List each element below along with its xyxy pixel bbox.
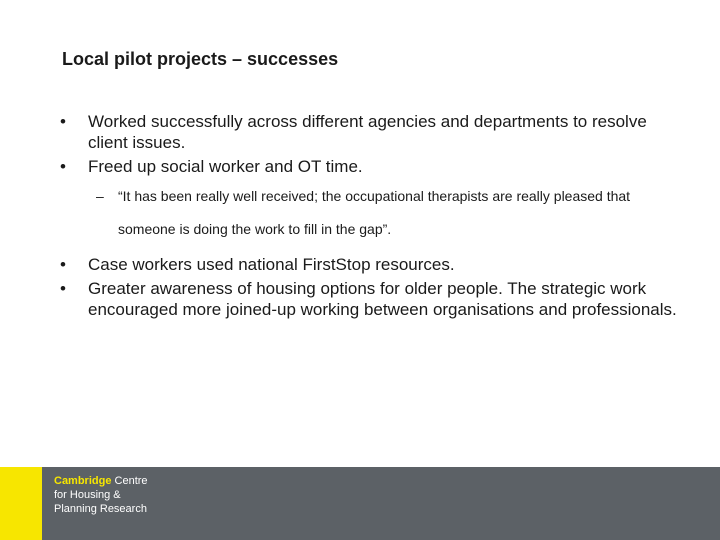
bullet-text: Greater awareness of housing options for older people. The strategic work encouraged more joined-up working between organisations and professionals.: [88, 279, 677, 319]
logo-brand-text: Cambridge: [54, 475, 112, 487]
slide-title: Local pilot projects – successes: [62, 49, 339, 69]
logo-line1-rest: Centre: [111, 475, 148, 487]
quote-text: “It has been really well received; the occupational therapists are really pleased that someone is doing the work to fill in the gap”.: [118, 188, 631, 237]
bullet-text: Case workers used national FirstStop resources.: [88, 255, 455, 274]
bullet-marker: •: [60, 279, 66, 298]
organisation-logo: [54, 474, 148, 516]
sub-bullet-quote: [60, 180, 680, 246]
sub-bullet-marker: –: [96, 188, 104, 204]
bullet-item: [60, 156, 680, 177]
bullet-text: Worked successfully across different agencies and departments to resolve client issues.: [88, 112, 647, 152]
bullet-item: [60, 278, 680, 320]
logo-line-1: [54, 474, 148, 488]
logo-line-2: for Housing &: [54, 489, 121, 501]
footer-band: [0, 467, 720, 540]
bullet-marker: •: [60, 255, 66, 274]
bullet-marker: •: [60, 157, 66, 176]
bullet-item: [60, 254, 680, 275]
slide-body: [60, 111, 680, 323]
bullet-text: Freed up social worker and OT time.: [88, 157, 363, 176]
footer-accent-block: [0, 467, 42, 540]
logo-line-3: Planning Research: [54, 503, 147, 515]
bullet-marker: •: [60, 112, 66, 131]
bullet-item: [60, 111, 680, 153]
